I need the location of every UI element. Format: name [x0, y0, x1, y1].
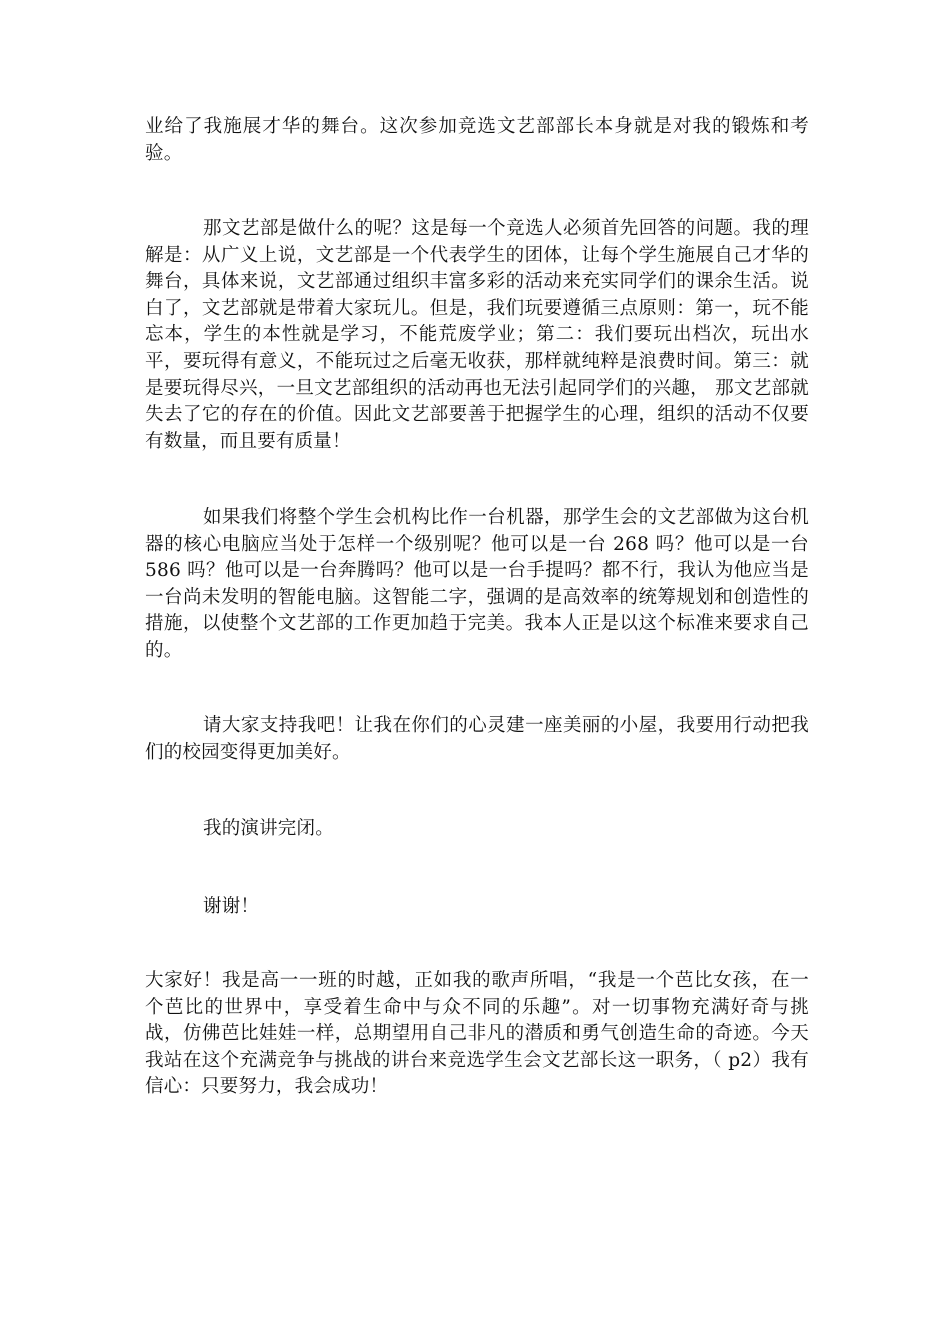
paragraph-role-of-arts-department: 那文艺部是做什么的呢？这是每一个竞选人必须首先回答的问题。我的理解是：从广义上说，文艺部是一个代表学生的团体，让每个学生施展自己才华的舞台，具体来说，文艺部通过组织丰富多彩的活动来充实同学们的课余生活。说白了，文艺部就是带着大家玩儿。但是，我们玩要遵循三点原则：第一，玩不能忘本，学生的本性就是学习，不能荒废学业；第二：我们要玩出档次，玩出水平，要玩得有意义，不能玩过之后毫无收获，那样就纯粹是浪费时间。第三：就是要玩得尽兴，一旦文艺部组织的活动再也无法引起同学们的兴趣， 那文艺部就失去了它的存在的价值。因此文艺部要善于把握学生的心理，组织的活动不仅要有数量，而且要有质量！ [145, 218, 809, 452]
paragraph-machine-metaphor: 如果我们将整个学生会机构比作一台机器，那学生会的文艺部做为这台机器的核心电脑应当处于怎样一个级别呢？他可以是一台 268 吗？他可以是一台586 吗？他可以是一台奔腾吗？他可以是一台手提吗？都不行，我认为他应当是一台尚未发明的智能电脑。这智能二字，强调的是高效率的统筹规划和创造性的措施，以使整个文艺部的工作更加趋于完美。我本人正是以这个标准来要求自己的。 [145, 507, 809, 661]
paragraph-appeal-for-support: 请大家支持我吧！让我在你们的心灵建一座美丽的小屋，我要用行动把我们的校园变得更加美好。 [145, 715, 809, 763]
paragraph-continuation: 业给了我施展才华的舞台。这次参加竞选文艺部部长本身就是对我的锻炼和考验。 [145, 116, 809, 164]
paragraph-speech-end: 我的演讲完闭。 [203, 818, 334, 839]
paragraph-thanks: 谢谢！ [203, 896, 260, 917]
paragraph-second-speech-intro: 大家好！我是高一一班的时越，正如我的歌声所唱，“我是一个芭比女孩，在一个芭比的世界中，享受着生命中与众不同的乐趣”。对一切事物充满好奇与挑战，仿佛芭比娃娃一样，总期望用自己非凡的潜质和勇气创造生命的奇迹。今天我站在这个充满竞争与挑战的讲台来竞选学生会文艺部长这一职务，（ p2）我有信心：只要努力，我会成功！ [145, 970, 809, 1098]
